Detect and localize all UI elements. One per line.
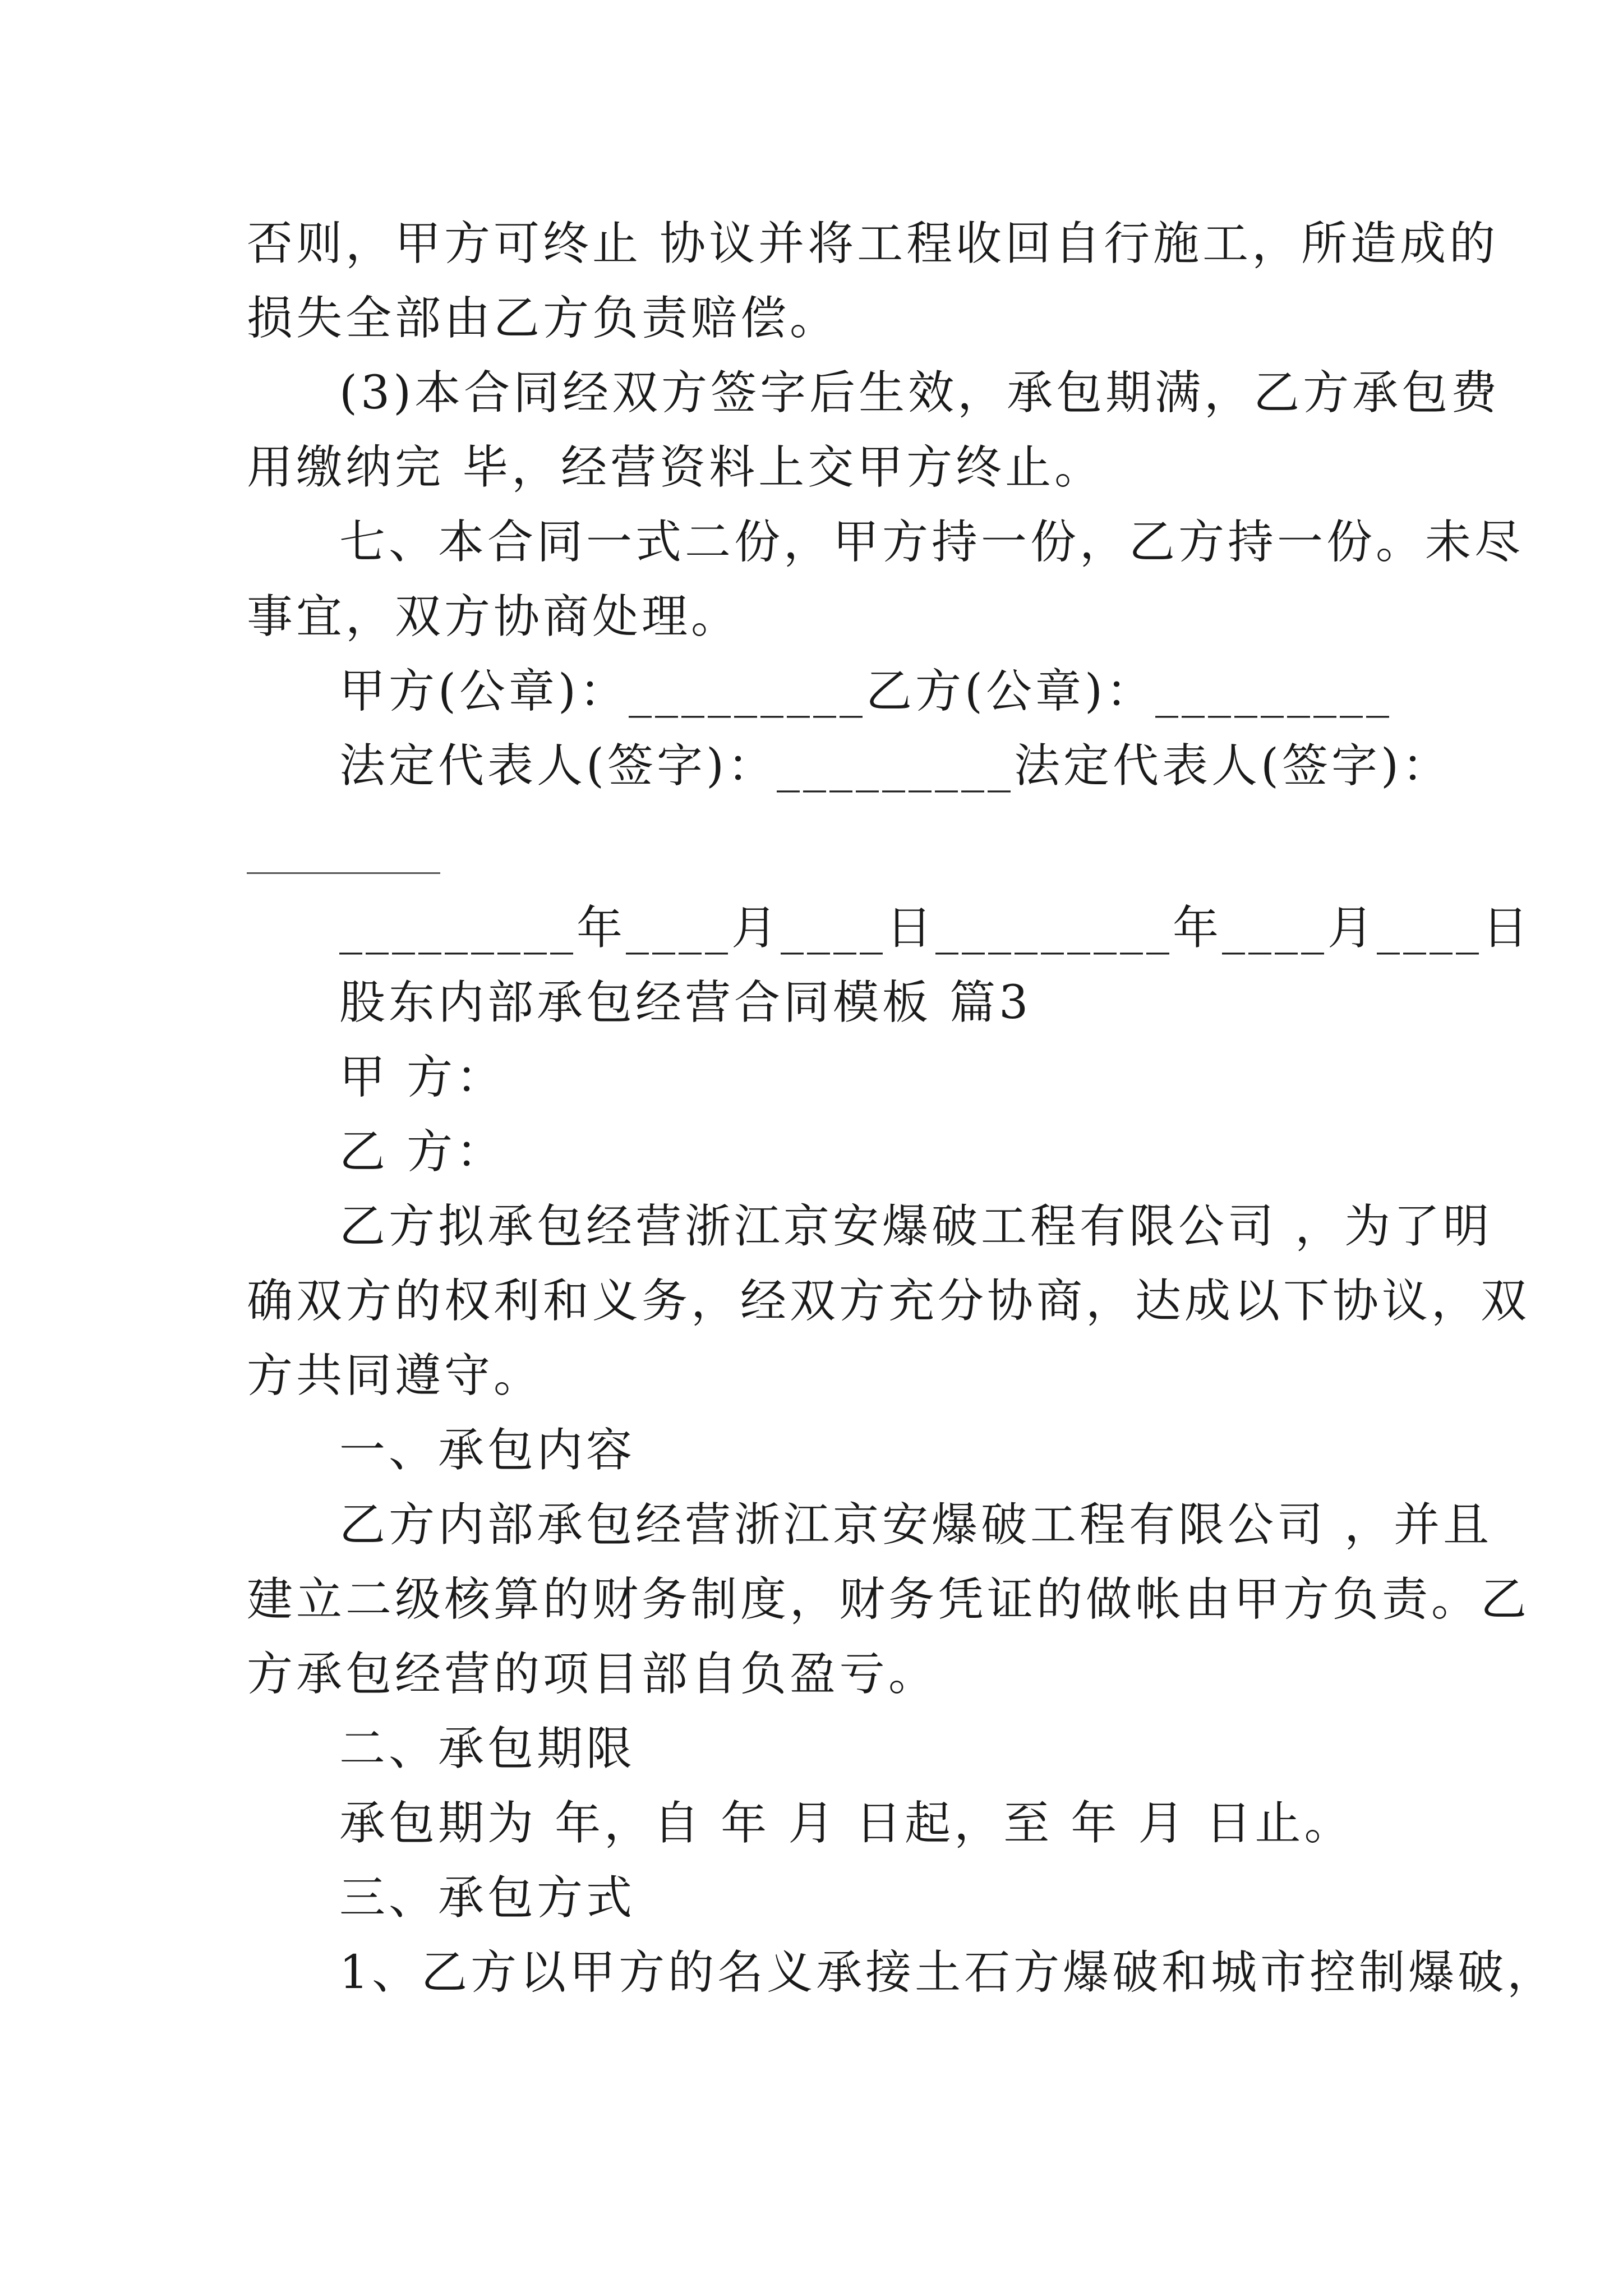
text-line: 损失全部由乙方负责赔偿。 bbox=[247, 292, 840, 345]
signature-line: 甲方(公章)：_________乙方(公章)：_________ bbox=[339, 665, 1393, 718]
text-line: 乙方拟承包经营浙江京安爆破工程有限公司 ，为了明 bbox=[339, 1200, 1493, 1253]
text-line: 方承包经营的项目部自负盈亏。 bbox=[247, 1648, 938, 1701]
text-line: 承包期为 年，自 年 月 日起，至 年 月 日止。 bbox=[339, 1797, 1354, 1850]
signature-blank bbox=[247, 872, 440, 874]
clause-heading: 一、承包内容 bbox=[339, 1424, 636, 1477]
text-line: 事宜，双方协商处理。 bbox=[247, 590, 741, 643]
clause-heading: 二、承包期限 bbox=[339, 1722, 636, 1775]
text-line: 否则，甲方可终止 协议并将工程收回自行施工，所造成的 bbox=[247, 217, 1499, 270]
section-title: 股东内部承包经营合同模板 篇3 bbox=[339, 976, 1032, 1029]
text-line: 乙方内部承包经营浙江京安爆破工程有限公司 ，并且 bbox=[339, 1498, 1493, 1552]
text-line: 方共同遵守。 bbox=[247, 1349, 543, 1402]
text-line: 建立二级核算的财务制度，财务凭证的做帐由甲方负责。乙 bbox=[247, 1573, 1530, 1626]
clause-heading: 三、承包方式 bbox=[339, 1871, 636, 1925]
party-b-label: 乙 方： bbox=[339, 1125, 506, 1179]
text-line: 1、乙方以甲方的名义承接土石方爆破和城市控制爆破， bbox=[339, 1946, 1557, 1999]
signature-line: 法定代表人(签字)：_________法定代表人(签字)： bbox=[339, 739, 1451, 793]
text-line: 用缴纳完 毕，经营资料上交甲方终止。 bbox=[247, 441, 1104, 494]
party-a-label: 甲 方： bbox=[339, 1051, 506, 1104]
date-line: _________年____月____日_________年____月____日 bbox=[339, 901, 1532, 955]
text-line: 确双方的权利和义务，经双方充分协商，达成以下协议，双 bbox=[247, 1274, 1530, 1328]
text-line: 七、本合同一式二份，甲方持一份，乙方持一份。未尽 bbox=[339, 516, 1524, 569]
text-line: (3)本合同经双方签字后生效，承包期满，乙方承包费 bbox=[339, 366, 1501, 420]
